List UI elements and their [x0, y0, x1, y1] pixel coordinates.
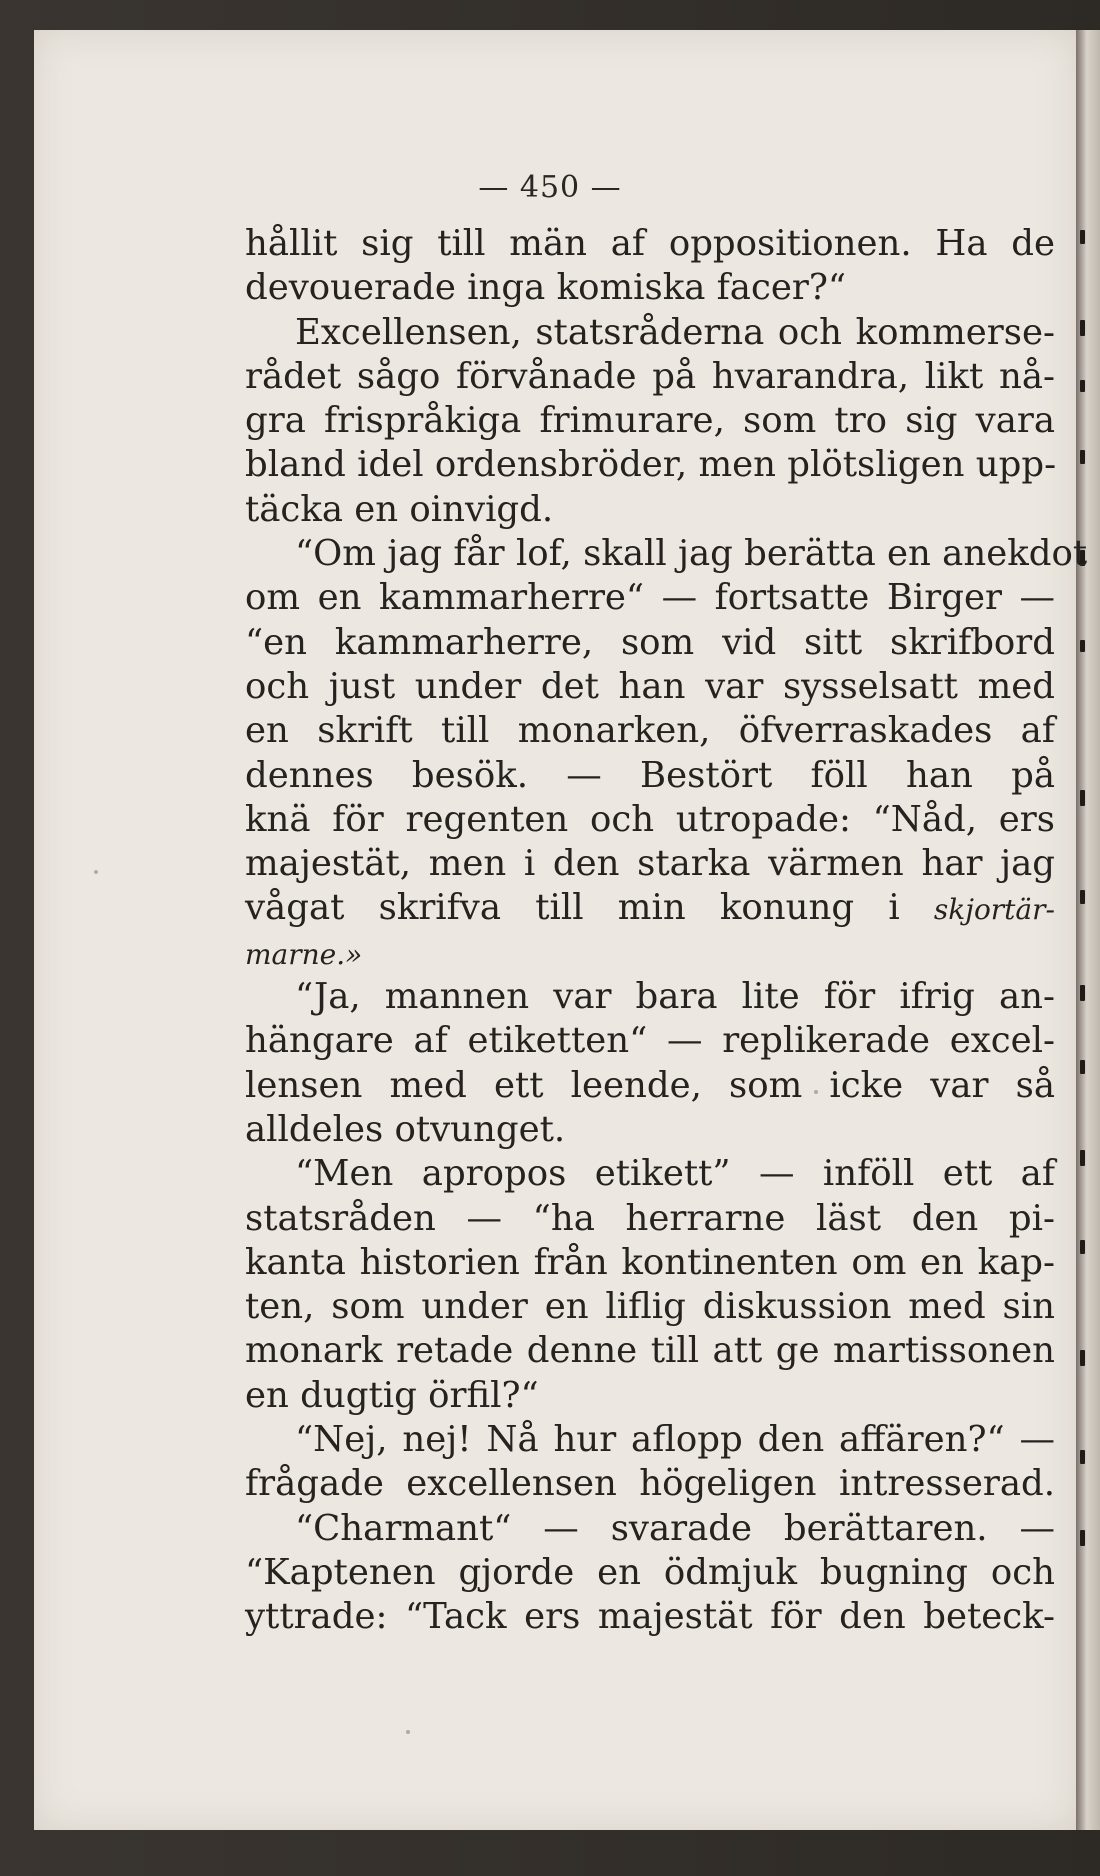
edge-mark [1080, 230, 1085, 244]
text-line [245, 1285, 1055, 1329]
text-line-content: “Om jag får lof, skall jag berätta en anekdot [295, 533, 1088, 575]
text-line-content: och just under det han var sysselsatt med [245, 665, 1055, 707]
text-line [245, 1507, 1055, 1551]
text-line-content: hängare af etiketten“ — replikerade excel- [245, 1020, 1055, 1062]
text-line-content: hållit sig till män af oppositionen. Ha de [245, 223, 1055, 264]
next-page-edge [1076, 30, 1100, 1830]
edge-mark [1080, 985, 1085, 1001]
text-line-content: bland idel ordensbröder, men plötsligen upp- [245, 444, 1057, 486]
text-line-content: yttrade: “Tack ers majestät för den beteck- [245, 1596, 1055, 1638]
text-line [245, 1152, 1055, 1196]
text-line [245, 665, 1055, 709]
text-line-content: gra frispråkiga frimurare, som tro sig vara [245, 400, 1055, 442]
text-line-content: dennes besök. — Bestört föll han på [245, 754, 1055, 796]
edge-mark [1080, 1350, 1085, 1366]
text-line-content: Excellensen, statsråderna och kommerse- [295, 311, 1055, 353]
edge-mark [1080, 890, 1085, 904]
edge-mark [1080, 1240, 1085, 1254]
text-line-content: vågat skrifva till min konung i [245, 887, 900, 929]
text-line [245, 1462, 1055, 1506]
edge-mark [1080, 450, 1085, 464]
italic-word: marne.» [245, 937, 363, 971]
text-line-content: en skrift till monarken, öfverraskades af [245, 710, 1055, 752]
text-line [245, 1241, 1055, 1285]
text-line-content: “Nej, nej! Nå hur aflopp den affären?“ — [295, 1419, 1055, 1461]
edge-mark [1080, 1150, 1085, 1166]
text-line [245, 532, 1088, 576]
text-line-content: knä för regenten och utropade: “Nåd, ers [245, 798, 1055, 840]
text-line-content: lensen med ett leende, som icke var så [245, 1064, 1055, 1106]
text-line-content: statsråden — “ha herrarne läst den pi- [245, 1197, 1055, 1239]
text-line [245, 311, 1055, 355]
italic-word: skjortär- [933, 893, 1055, 927]
edge-mark [1080, 1450, 1085, 1464]
text-line-content: om en kammarherre“ — fortsatte Birger — [245, 577, 1055, 619]
text-line [245, 798, 1055, 842]
text-line-content: “Ja, mannen var bara lite för ifrig an- [295, 976, 1055, 1018]
edge-mark [1080, 380, 1085, 392]
text-line [245, 1197, 1055, 1241]
text-line-content: majestät, men i den starka värmen har jag [245, 843, 1055, 885]
text-line [245, 1374, 1055, 1418]
paper-speck [406, 1730, 410, 1734]
paper-speck [94, 870, 98, 874]
text-line [245, 1108, 1055, 1152]
text-line-content: “Charmant“ — svarade berättaren. — [295, 1507, 1055, 1549]
text-line-content: en dugtig örfil?“ [245, 1374, 539, 1416]
text-line [245, 1064, 1055, 1108]
text-line [245, 709, 1055, 753]
text-line-content: monark retade denne till att ge martissonen [245, 1330, 1055, 1372]
text-line-content: “Kaptenen gjorde en ödmjuk bugning och [245, 1551, 1055, 1593]
text-line [245, 576, 1055, 620]
edge-mark [1080, 790, 1085, 806]
text-line [245, 355, 1055, 399]
text-line [245, 266, 1055, 310]
text-line [245, 975, 1055, 1019]
text-line-content: devouerade inga komiska facer?“ [245, 267, 847, 309]
text-line-content: kanta historien från kontinenten om en kap- [245, 1241, 1055, 1283]
text-line [245, 1595, 1055, 1639]
text-line [245, 754, 1055, 798]
text-line-content: alldeles otvunget. [245, 1108, 566, 1150]
text-line [245, 1551, 1055, 1595]
text-line-content: frågade excellensen högeligen intresserad. [245, 1463, 1055, 1505]
text-line [245, 443, 1055, 487]
body-text [245, 222, 1088, 1640]
text-line [245, 399, 1055, 443]
text-line-content: ten, som under en liflig diskussion med sin [245, 1286, 1055, 1328]
text-line [245, 488, 1055, 532]
edge-mark [1080, 1060, 1085, 1074]
edge-mark [1080, 1530, 1085, 1546]
text-line [245, 1329, 1055, 1373]
text-line-content: “en kammarherre, som vid sitt skrifbord [245, 621, 1055, 663]
text-line [245, 886, 1055, 930]
text-line-content: täcka en oinvigd. [245, 488, 554, 530]
text-line [245, 842, 1055, 886]
text-line [245, 1418, 1055, 1462]
text-line [245, 1019, 1055, 1063]
edge-mark [1080, 640, 1085, 652]
text-line [245, 931, 1055, 975]
page-number: — 450 — [478, 170, 622, 205]
text-line [245, 621, 1055, 665]
text-line [245, 222, 1055, 266]
text-line-content: “Men apropos etikett” — inföll ett af [295, 1153, 1055, 1195]
edge-mark [1080, 320, 1085, 336]
text-line-content: rådet sågo förvånade på hvarandra, likt nå- [245, 355, 1055, 397]
